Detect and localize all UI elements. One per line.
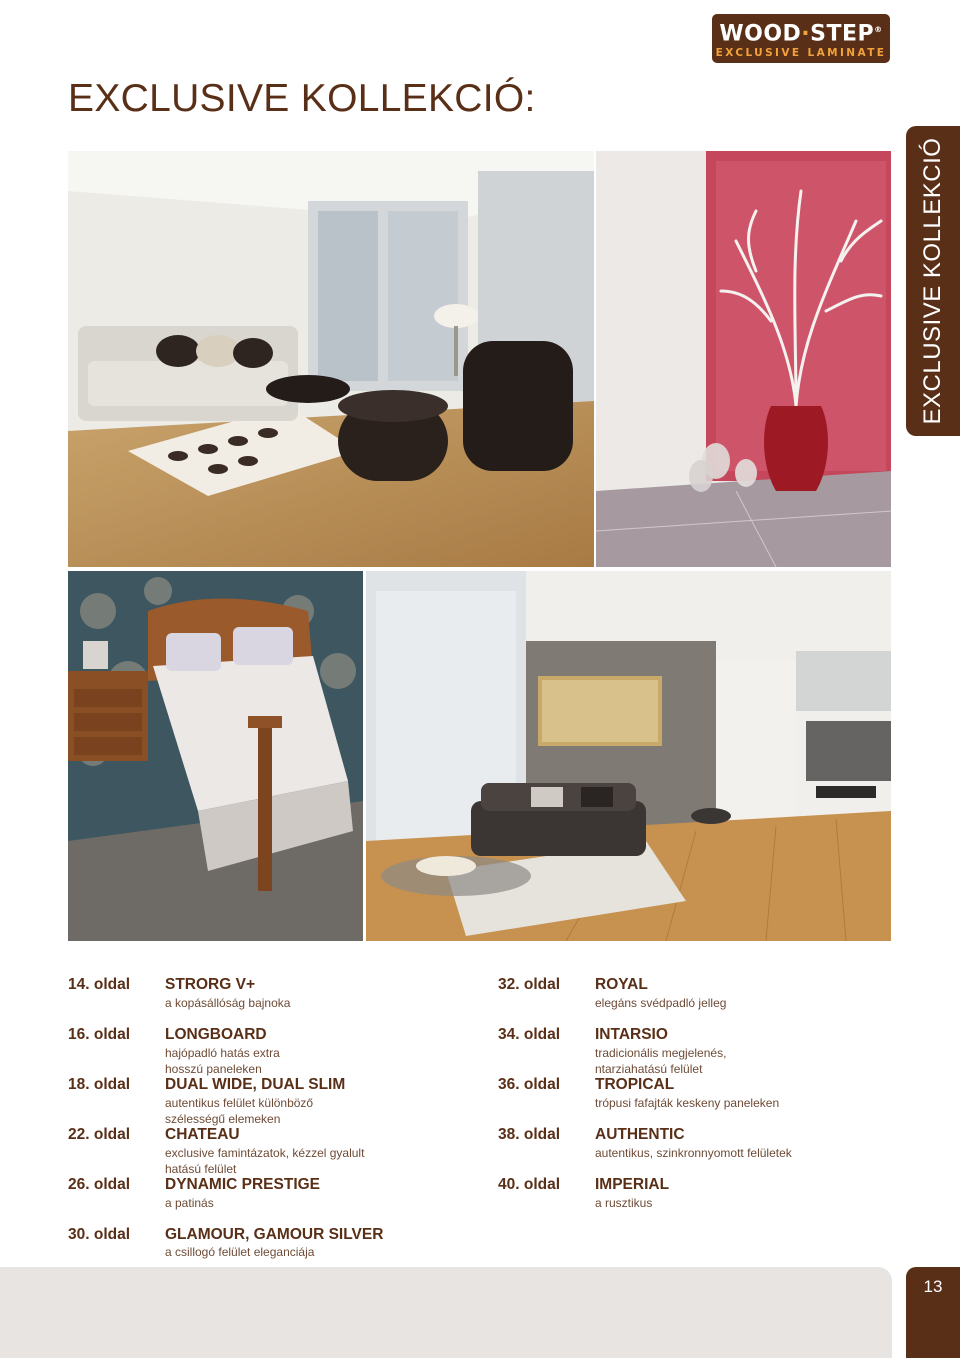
entry-desc: autentikus, szinkronnyomott felületek	[595, 1146, 792, 1160]
section-side-tab	[906, 126, 960, 436]
entry-page: 26. oldal	[68, 1176, 131, 1193]
entry-page: 16. oldal	[68, 1026, 131, 1043]
entry-desc: autentikus felület különböző szélességű elemeken	[165, 1096, 314, 1126]
entry-page: 14. oldal	[68, 976, 131, 993]
entry-name: CHATEAU	[165, 1126, 240, 1143]
photo-modern-lounge	[366, 571, 891, 941]
photo-red-wall-vase	[596, 151, 891, 567]
entry-page: 34. oldal	[498, 1026, 561, 1043]
entry-name: INTARSIO	[595, 1026, 668, 1043]
entry-name: GLAMOUR, GAMOUR SILVER	[165, 1226, 384, 1243]
entry-name: ROYAL	[595, 976, 648, 993]
entry-page: 30. oldal	[68, 1226, 131, 1243]
entry-name: STRORG V+	[165, 976, 256, 993]
entry-page: 18. oldal	[68, 1076, 131, 1093]
logo-tagline: EXCLUSIVE LAMINATE	[715, 47, 887, 60]
entry-page: 36. oldal	[498, 1076, 561, 1093]
entry-desc: hajópadló hatás extra hosszú paneleken	[165, 1046, 280, 1076]
entry-name: TROPICAL	[595, 1076, 675, 1093]
entry-desc: elegáns svédpadló jelleg	[595, 996, 727, 1010]
entry-name: IMPERIAL	[595, 1176, 670, 1193]
logo-brand: WOOD·STEP®	[719, 21, 883, 47]
footer-bar	[0, 1267, 892, 1358]
page-number: 13	[923, 1277, 943, 1296]
side-tab-label: EXCLUSIVE KOLLEKCIÓ	[919, 137, 946, 425]
entry-desc: a kopásállóság bajnoka	[165, 996, 291, 1010]
page-number-tab	[906, 1267, 960, 1358]
entry-desc: a csillogó felület eleganciája	[165, 1245, 315, 1259]
photo-living-room	[68, 151, 594, 567]
entry-desc: tradicionális megjelenés, ntarziahatású felület	[595, 1046, 727, 1076]
entry-name: DYNAMIC PRESTIGE	[165, 1176, 321, 1193]
entry-page: 22. oldal	[68, 1126, 131, 1143]
entry-name: LONGBOARD	[165, 1026, 267, 1043]
entry-page: 40. oldal	[498, 1176, 561, 1193]
page-title: EXCLUSIVE KOLLEKCIÓ:	[68, 77, 536, 120]
entry-page: 32. oldal	[498, 976, 561, 993]
wood-step-logo	[712, 14, 890, 63]
photo-bedroom	[68, 571, 363, 941]
entry-desc: a patinás	[165, 1196, 214, 1210]
entry-name: AUTHENTIC	[595, 1126, 685, 1143]
entry-page: 38. oldal	[498, 1126, 561, 1143]
entry-desc: exclusive famintázatok, kézzel gyalult hatású felület	[165, 1146, 365, 1176]
entry-name: DUAL WIDE, DUAL SLIM	[165, 1076, 346, 1093]
entry-desc: a rusztikus	[595, 1196, 653, 1210]
entry-desc: trópusi fafajták keskeny paneleken	[595, 1096, 780, 1110]
